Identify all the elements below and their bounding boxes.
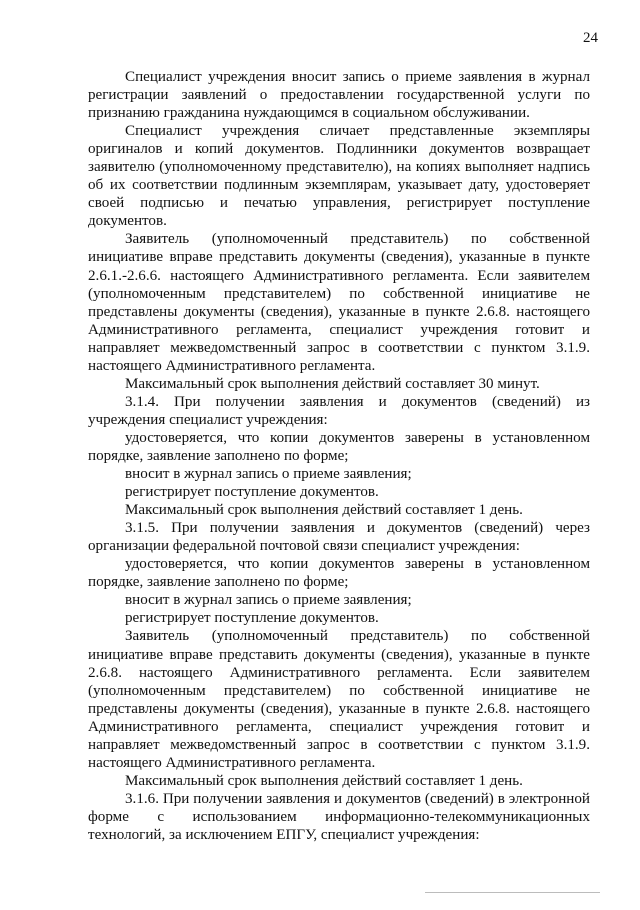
paragraph-verify-copies-postal: удостоверяется, что копии документов заверены в установленном порядке, заявление заполнено по форме; <box>88 556 590 591</box>
paragraph-journal-entry-postal: вносит в журнал запись о приеме заявления; <box>125 592 412 609</box>
paragraph-3-1-4: 3.1.4. При получении заявления и документов (сведений) из учреждения специалист учреждения: <box>88 393 590 428</box>
paragraph-deadline-30-min: Максимальный срок выполнения действий составляет 30 минут. <box>125 375 540 392</box>
paragraph-register-receipt: регистрирует поступление документов. <box>125 484 379 501</box>
page-number: 24 <box>583 30 598 46</box>
paragraph-3-1-5: 3.1.5. При получении заявления и документов (сведений) через организации федеральной почтовой связи специалист учреждения: <box>88 520 590 555</box>
paragraph-deadline-1-day: Максимальный срок выполнения действий составляет 1 день. <box>125 502 523 519</box>
paragraph-register-receipt-postal: регистрирует поступление документов. <box>125 610 379 627</box>
paragraph-deadline-1-day-postal: Максимальный срок выполнения действий составляет 1 день. <box>125 772 523 789</box>
footer-rule <box>425 892 600 893</box>
paragraph-journal-entry: вносит в журнал запись о приеме заявления; <box>125 466 412 483</box>
document-body <box>88 68 590 844</box>
paragraph-verify-copies: удостоверяется, что копии документов заверены в установленном порядке, заявление заполнено по форме; <box>88 429 590 464</box>
paragraph-applicant-initiative-postal: Заявитель (уполномоченный представитель) по собственной инициативе вправе представить документы (сведения), указанные в пункте 2.6.8. настоящего Административного регламента. Если заявителем (уполномоченным представителем) по собственной инициативе не представлены документы (сведения), указанные в пункте 2.6.8. настоящего Административного регламента, специалист учреждения готовит и направляет межведомственный запрос в соответствии с пунктом 3.1.9. настоящего Административного регламента. <box>88 628 590 771</box>
paragraph-applicant-initiative: Заявитель (уполномоченный представитель) по собственной инициативе вправе представить документы (сведения), указанные в пункте 2.6.1.-2.6.6. настоящего Административного регламента. Если заявителем (уполномоченным представителем) по собственной инициативе не представлены документы (сведения), указанные в пункте 2.6.8. настоящего Административного регламента, специалист учреждения готовит и направляет межведомственный запрос в соответствии с пунктом 3.1.9. настоящего Административного регламента. <box>88 231 590 374</box>
paragraph-3-1-6: 3.1.6. При получении заявления и документов (сведений) в электронной форме с использованием информационно-телекоммуникационных технологий, за исключением ЕПГУ, специалист учреждения: <box>88 790 590 843</box>
paragraph-document-verification: Специалист учреждения сличает представленные экземпляры оригиналов и копий документов. Подлинники документов возвращает заявителю (уполномоченному представителю), на копиях выполняет надпись об их соответствии подлинным экземплярам, указывает дату, удостоверяет своей подписью и печатью управления, регистрирует поступление документов. <box>88 123 590 230</box>
paragraph-intake-journal: Специалист учреждения вносит запись о приеме заявления в журнал регистрации заявлений о предоставлении государственной услуги по признанию гражданина нуждающимся в социальном обслуживании. <box>88 69 590 122</box>
